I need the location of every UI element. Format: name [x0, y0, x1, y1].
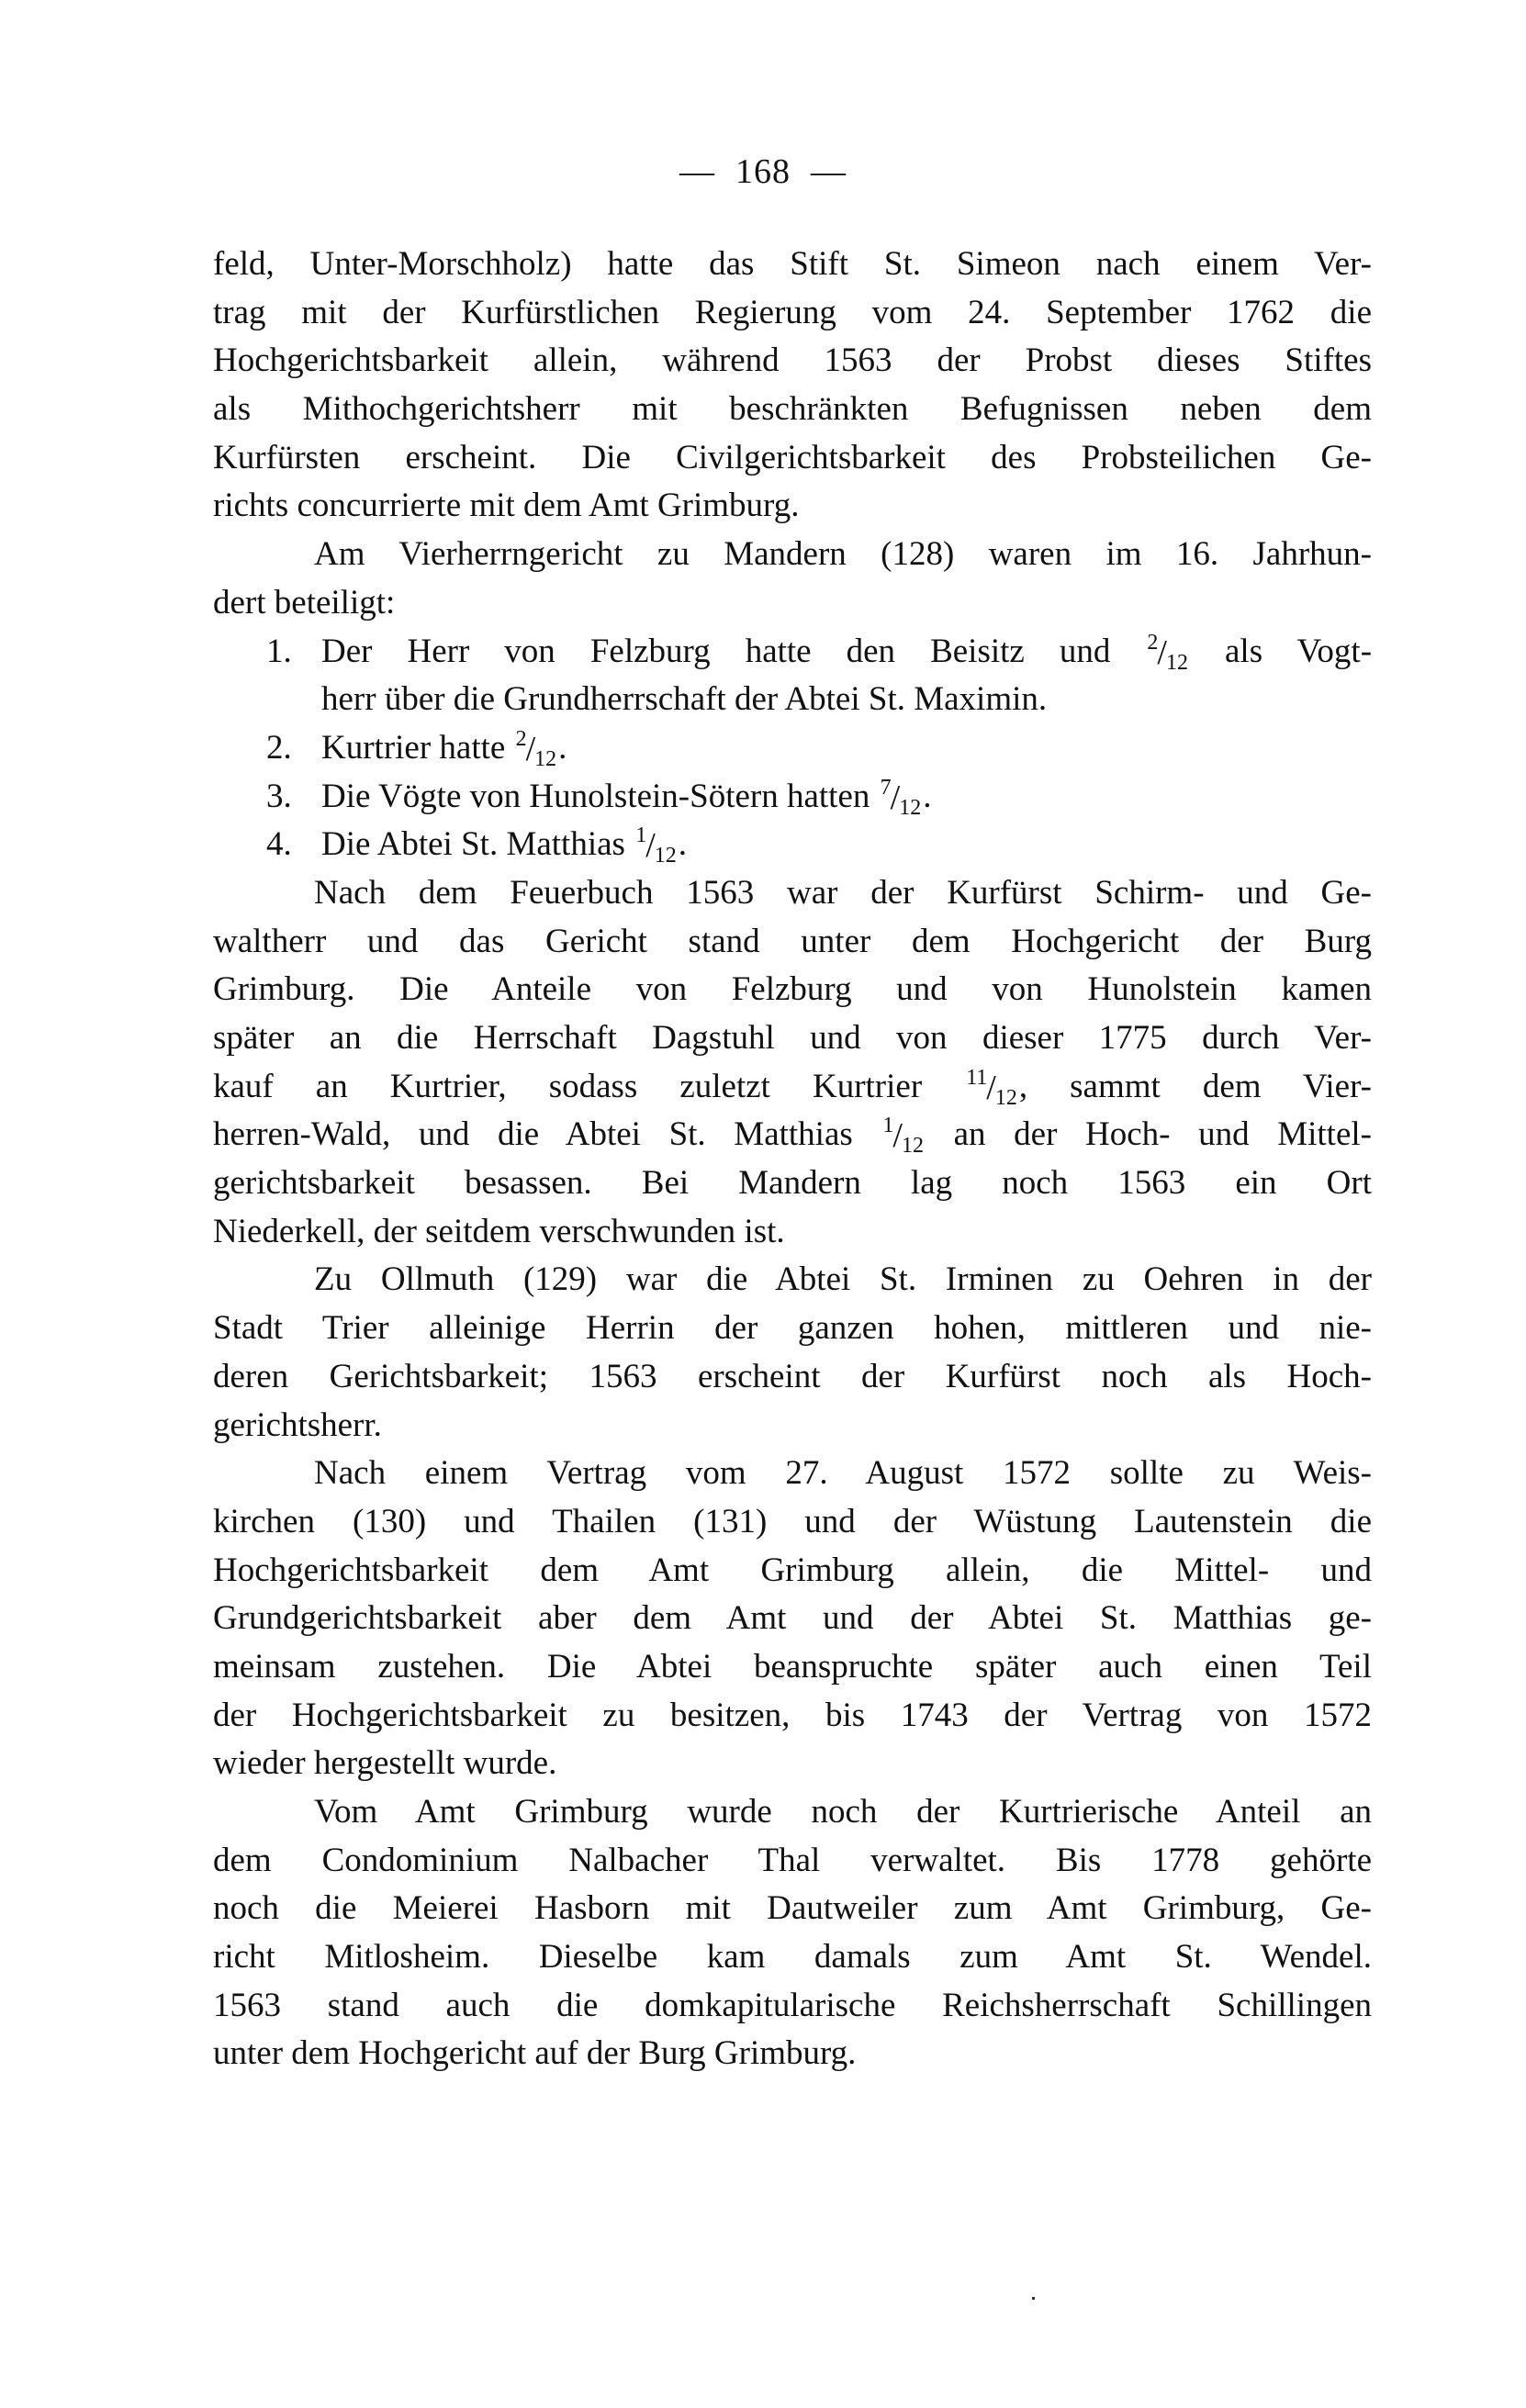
text-segment: herren-Wald, und die Abtei St. Matthias	[213, 1115, 853, 1154]
paragraph-5	[213, 1450, 1372, 1788]
text-line: unter dem Hochgericht auf der Burg Grimburg.	[213, 2034, 857, 2073]
list-text	[321, 821, 1372, 869]
list-text	[321, 724, 1372, 773]
fraction	[515, 726, 557, 771]
paragraph-2	[213, 531, 1372, 627]
text-line: Niederkell, der seitdem verschwunden ist.	[213, 1212, 785, 1250]
list-number: 3.	[266, 777, 292, 815]
fraction	[1147, 630, 1188, 675]
text-line: meinsam zustehen. Die Abtei beanspruchte später auch einen Teil	[213, 1647, 1372, 1686]
text-segment: an der Hoch- und Mittel-	[953, 1115, 1372, 1154]
text-line: kirchen (130) und Thailen (131) und der Wüstung Lautenstein die	[213, 1502, 1372, 1540]
text-line: als Mithochgerichtsherr mit beschränkten Befugnissen neben dem	[213, 390, 1372, 429]
text-line: dem Condominium Nalbacher Thal verwaltet. Bis 1778 gehörte	[213, 1841, 1372, 1879]
fraction-slash: /	[525, 729, 536, 768]
text-line: waltherr und das Gericht stand unter dem Hochgericht der Burg	[213, 922, 1372, 960]
fraction-numerator: 7	[880, 775, 892, 800]
paragraph-3	[213, 869, 1372, 1257]
text-line: Vom Amt Grimburg wurde noch der Kurtrierische Anteil an	[314, 1793, 1372, 1831]
numbered-list	[213, 628, 1372, 869]
list-text-segment: Kurtrier hatte	[321, 728, 506, 767]
list-text-segment: Die Vögte von Hunolstein-Sötern hatten	[321, 777, 870, 815]
list-text-segment: .	[558, 728, 567, 767]
list-text: herr über die Grundherrschaft der Abtei St. Maximin.	[321, 680, 1048, 719]
text-segment: kauf an Kurtrier, sodass zuletzt Kurtrier	[213, 1067, 923, 1105]
text-line: gerichtsherr.	[213, 1406, 382, 1444]
text-line	[213, 1111, 1372, 1159]
fraction-numerator: 1	[635, 823, 647, 848]
fraction-numerator: 11	[966, 1065, 988, 1090]
text-line: Kurfürsten erscheint. Die Civilgerichtsbarkeit des Probsteilichen Ge-	[213, 438, 1372, 476]
text-line: richt Mitlosheim. Dieselbe kam damals zum Amt St. Wendel.	[213, 1938, 1372, 1977]
list-text-segment: Die Abtei St. Matthias	[321, 825, 625, 864]
text-line: Hochgerichtsbarkeit dem Amt Grimburg allein, die Mittel- und	[213, 1551, 1372, 1589]
text-line: dert beteiligt:	[213, 583, 396, 622]
text-line: gerichtsbarkeit besassen. Bei Mandern lag noch 1563 ein Ort	[213, 1164, 1372, 1203]
text-line: Zu Ollmuth (129) war die Abtei St. Irminen zu Oehren in der	[314, 1260, 1372, 1299]
list-text	[321, 773, 1372, 822]
text-line: wieder hergestellt wurde.	[213, 1744, 557, 1783]
text-line: später an die Herrschaft Dagstuhl und von dieser 1775 durch Ver-	[213, 1019, 1372, 1057]
fraction	[880, 775, 922, 820]
text-segment: , sammt dem Vier-	[1018, 1067, 1372, 1105]
text-line: Grundgerichtsbarkeit aber dem Amt und der Abtei St. Matthias ge-	[213, 1599, 1372, 1638]
list-number: 1.	[266, 632, 292, 670]
page-number-dash-right: —	[811, 152, 847, 191]
text-line: 1563 stand auch die domkapitularische Reichsherrschaft Schillingen	[213, 1986, 1372, 2024]
fraction	[882, 1114, 924, 1159]
paragraph-1	[213, 241, 1372, 531]
list-text-segment: Der Herr von Felzburg hatte den Beisitz und	[321, 632, 1111, 670]
list-text-segment: als Vogt-	[1225, 632, 1373, 670]
text-line: Am Vierherrngericht zu Mandern (128) waren im 16. Jahrhun-	[314, 535, 1372, 574]
text-line: Hochgerichtsbarkeit allein, während 1563 der Probst dieses Stiftes	[213, 342, 1372, 380]
fraction-denominator: 12	[899, 795, 922, 820]
fraction-numerator: 2	[515, 726, 527, 751]
fraction-slash: /	[890, 778, 901, 817]
text-line: noch die Meierei Hasborn mit Dautweiler zum Amt Grimburg, Ge-	[213, 1889, 1372, 1928]
text-line: Stadt Trier alleinige Herrin der ganzen hohen, mittleren und nie-	[213, 1309, 1372, 1348]
fraction-denominator: 12	[901, 1134, 924, 1159]
fraction	[635, 823, 677, 868]
fraction-slash: /	[986, 1068, 996, 1107]
fraction-slash: /	[1157, 633, 1167, 672]
text-line	[213, 1063, 1372, 1112]
list-text-segment: .	[678, 825, 687, 864]
list-item-1-continued	[213, 676, 1372, 724]
fraction	[966, 1065, 1017, 1110]
fraction-denominator: 12	[994, 1085, 1017, 1110]
paragraph-4	[213, 1256, 1372, 1450]
fraction-denominator: 12	[1165, 650, 1188, 675]
text-line: der Hochgerichtsbarkeit zu besitzen, bis 1743 der Vertrag von 1572	[213, 1696, 1372, 1734]
list-item-2	[213, 724, 1372, 773]
text-line: deren Gerichtsbarkeit; 1563 erscheint der Kurfürst noch als Hoch-	[213, 1357, 1372, 1395]
fraction-denominator: 12	[654, 844, 677, 868]
list-number: 4.	[266, 825, 292, 864]
page-number	[0, 151, 1526, 192]
fraction-slash: /	[892, 1116, 903, 1156]
body-text	[213, 241, 1372, 2078]
list-item-4	[213, 821, 1372, 869]
text-line: Grimburg. Die Anteile von Felzburg und von Hunolstein kamen	[213, 970, 1372, 1009]
text-line: feld, Unter-Morschholz) hatte das Stift St. Simeon nach einem Ver-	[213, 245, 1372, 283]
fraction-numerator: 1	[882, 1114, 894, 1138]
fraction-numerator: 2	[1147, 630, 1159, 655]
fraction-denominator: 12	[534, 746, 557, 771]
list-text	[321, 628, 1372, 677]
page-number-dash-left: —	[679, 152, 715, 191]
text-line: Nach dem Feuerbuch 1563 war der Kurfürst Schirm- und Ge-	[314, 873, 1372, 912]
list-item-1	[213, 628, 1372, 677]
list-number: 2.	[266, 728, 292, 767]
page-number-value: 168	[735, 152, 791, 191]
scan-speck	[1032, 2297, 1035, 2300]
text-line: trag mit der Kurfürstlichen Regierung vom 24. September 1762 die	[213, 293, 1372, 331]
list-text-segment: .	[923, 777, 932, 815]
text-line: richts concurrierte mit dem Amt Grimburg.	[213, 487, 800, 525]
text-line: Nach einem Vertrag vom 27. August 1572 sollte zu Weis-	[314, 1454, 1372, 1493]
fraction-slash: /	[645, 826, 656, 866]
paragraph-6	[213, 1788, 1372, 2078]
list-item-3	[213, 773, 1372, 822]
